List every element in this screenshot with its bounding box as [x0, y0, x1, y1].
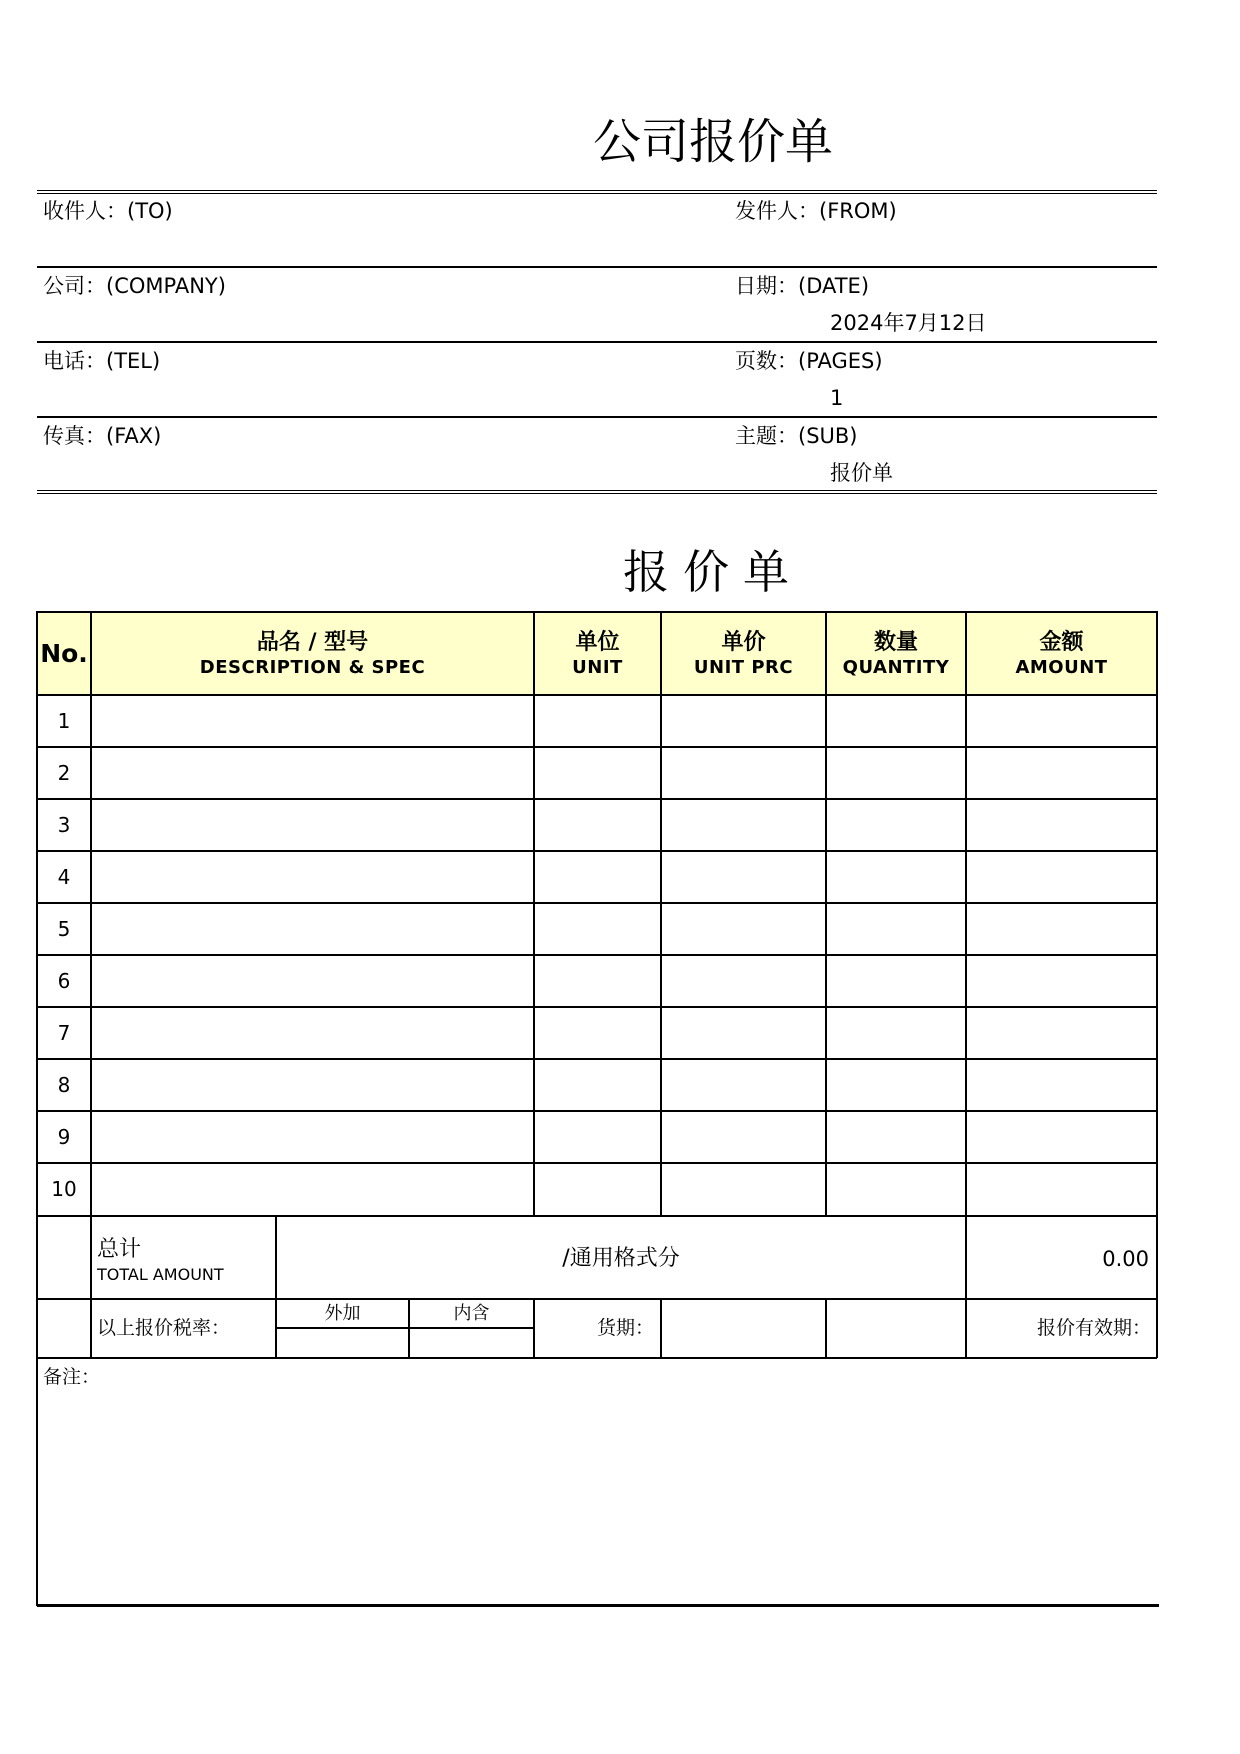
column-header-en: UNIT — [572, 656, 623, 678]
tax-rate-label: 以上报价税率： — [97, 1317, 231, 1339]
row-number: 4 — [57, 865, 71, 889]
grid-line — [825, 611, 827, 1216]
column-header-en: AMOUNT — [1015, 656, 1108, 678]
grid-line — [37, 694, 1157, 696]
column-header-quantity — [826, 612, 966, 695]
date-label: 日期：(DATE) — [735, 274, 870, 298]
grid-line — [37, 1215, 1157, 1217]
grid-line — [37, 1110, 1157, 1112]
pages-label: 页数：(PAGES) — [735, 349, 883, 373]
tax-included-label: 内含 — [453, 1303, 490, 1324]
row-number: 7 — [57, 1021, 71, 1045]
info-rule — [37, 416, 1157, 418]
column-header-en: UNIT PRC — [693, 656, 794, 678]
row-number: 10 — [51, 1177, 77, 1201]
grid-line — [90, 611, 92, 1358]
total-label-en: TOTAL AMOUNT — [97, 1265, 224, 1284]
extra-input[interactable] — [826, 1299, 966, 1357]
grid-line — [37, 1357, 1157, 1359]
grid-line — [37, 611, 1157, 613]
from-label: 发件人：(FROM) — [735, 199, 897, 223]
grid-line — [37, 1298, 1157, 1300]
column-header-no — [37, 612, 91, 695]
subject-label: 主题：(SUB) — [735, 424, 858, 448]
total-amount-in-words: /通用格式分 — [562, 1246, 680, 1271]
table-title: 报价单 — [623, 545, 803, 599]
fax-label: 传真：(FAX) — [43, 424, 162, 448]
row-number: 2 — [57, 761, 71, 785]
column-header-unit-price — [661, 612, 826, 695]
row-number: 1 — [57, 709, 71, 733]
info-rule — [37, 266, 1157, 268]
column-header-cn: 品名 / 型号 — [256, 629, 369, 655]
grid-line — [660, 611, 662, 1216]
subject-value[interactable]: 报价单 — [830, 461, 893, 485]
tel-label: 电话：(TEL) — [43, 349, 161, 373]
grid-line — [1156, 611, 1158, 1358]
column-header-description — [91, 612, 534, 695]
total-amount: 0.00 — [1102, 1247, 1149, 1271]
column-header-cn: 金额 — [1039, 629, 1084, 655]
info-rule — [37, 341, 1157, 343]
grid-line — [37, 1006, 1157, 1008]
column-header-no-label: No. — [40, 639, 88, 668]
grid-line — [37, 902, 1157, 904]
delivery-input[interactable] — [661, 1299, 826, 1357]
grid-line — [533, 611, 535, 1216]
grid-line — [37, 954, 1157, 956]
row-number: 9 — [57, 1125, 71, 1149]
column-header-unit — [534, 612, 661, 695]
remarks-bottom-line — [37, 1604, 1159, 1607]
grid-line — [37, 850, 1157, 852]
tax-external-input[interactable] — [276, 1329, 409, 1357]
column-header-en: DESCRIPTION & SPEC — [199, 656, 426, 678]
row-number: 5 — [57, 917, 71, 941]
column-header-amount — [966, 612, 1157, 695]
total-label-cn: 总计 — [97, 1237, 142, 1262]
grid-line — [37, 746, 1157, 748]
column-header-cn: 数量 — [873, 629, 918, 655]
date-value[interactable]: 2024年7月12日 — [830, 311, 987, 335]
tax-included-input[interactable] — [409, 1329, 534, 1357]
grid-line — [37, 1058, 1157, 1060]
document-title: 公司报价单 — [592, 114, 833, 170]
remarks-input[interactable] — [38, 1392, 1156, 1602]
validity-label: 报价有效期： — [1036, 1317, 1151, 1339]
info-top-double-rule — [37, 190, 1157, 194]
column-header-en: QUANTITY — [842, 656, 950, 678]
row-number: 6 — [57, 969, 71, 993]
to-label: 收件人：(TO) — [43, 199, 173, 223]
column-header-cn: 单价 — [721, 629, 766, 655]
row-number: 8 — [57, 1073, 71, 1097]
grid-line — [37, 1162, 1157, 1164]
row-number: 3 — [57, 813, 71, 837]
remarks-label: 备注： — [43, 1366, 101, 1388]
company-label: 公司：(COMPANY) — [43, 274, 226, 298]
tax-external-label: 外加 — [324, 1303, 361, 1324]
column-header-cn: 单位 — [575, 629, 620, 655]
pages-value[interactable]: 1 — [830, 386, 844, 410]
grid-line — [37, 798, 1157, 800]
delivery-label: 货期： — [596, 1317, 654, 1339]
info-bottom-double-rule — [37, 490, 1157, 494]
